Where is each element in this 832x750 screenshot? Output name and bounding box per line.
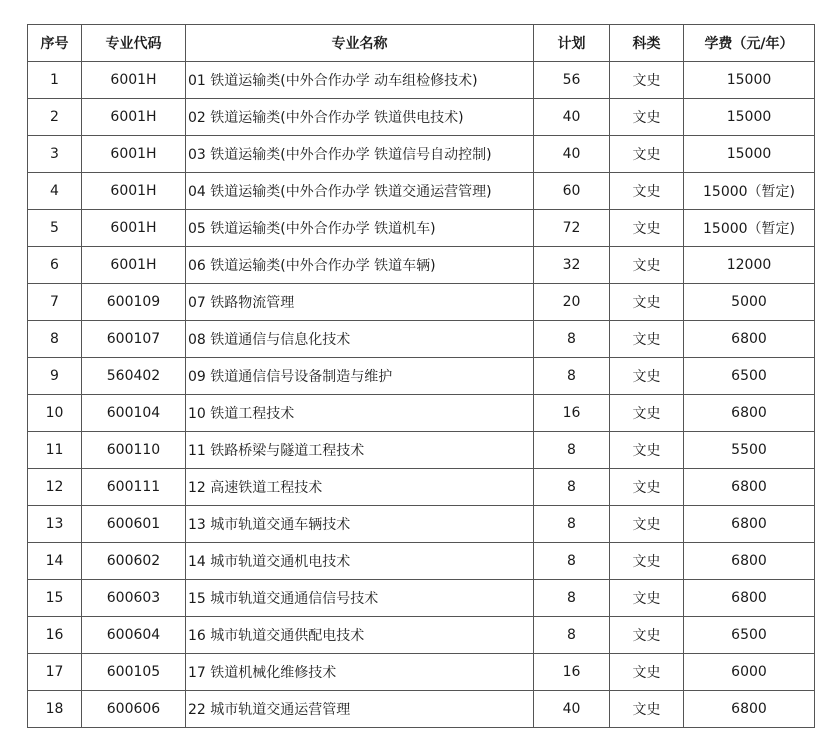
plan-count-cell: 40 [534,691,610,728]
major-name-cell: 09 铁道通信信号设备制造与维护 [186,358,534,395]
major-code-cell: 6001H [82,247,186,284]
tuition-cell: 6800 [684,580,815,617]
tuition-cell: 6800 [684,691,815,728]
serial-number-cell: 5 [28,210,82,247]
serial-number-cell: 15 [28,580,82,617]
tuition-cell: 5500 [684,432,815,469]
subject-category-cell: 文史 [610,395,684,432]
serial-number-cell: 9 [28,358,82,395]
tuition-cell: 15000 [684,99,815,136]
subject-category-cell: 文史 [610,136,684,173]
serial-number-cell: 7 [28,284,82,321]
major-code-cell: 600111 [82,469,186,506]
plan-count-cell: 20 [534,284,610,321]
major-code-cell: 600105 [82,654,186,691]
header-major-name: 专业名称 [186,25,534,62]
table-row [28,247,815,284]
subject-category-cell: 文史 [610,247,684,284]
major-code-cell: 6001H [82,210,186,247]
table-header [28,25,815,62]
serial-number-cell: 8 [28,321,82,358]
serial-number-cell: 13 [28,506,82,543]
major-name-cell: 02 铁道运输类(中外合作办学 铁道供电技术) [186,99,534,136]
major-code-cell: 600110 [82,432,186,469]
major-code-cell: 600601 [82,506,186,543]
major-name-cell: 04 铁道运输类(中外合作办学 铁道交通运营管理) [186,173,534,210]
table-row [28,543,815,580]
serial-number-cell: 11 [28,432,82,469]
major-name-cell: 11 铁路桥梁与隧道工程技术 [186,432,534,469]
subject-category-cell: 文史 [610,173,684,210]
major-code-cell: 600606 [82,691,186,728]
major-name-cell: 15 城市轨道交通通信信号技术 [186,580,534,617]
tuition-cell: 6800 [684,469,815,506]
table-row [28,136,815,173]
tuition-cell: 15000 [684,62,815,99]
plan-count-cell: 8 [534,580,610,617]
admission-plan-table-wrapper [27,24,815,728]
major-name-cell: 16 城市轨道交通供配电技术 [186,617,534,654]
tuition-cell: 6800 [684,395,815,432]
major-code-cell: 6001H [82,62,186,99]
serial-number-cell: 14 [28,543,82,580]
major-code-cell: 600109 [82,284,186,321]
subject-category-cell: 文史 [610,469,684,506]
major-name-cell: 13 城市轨道交通车辆技术 [186,506,534,543]
table-row [28,321,815,358]
plan-count-cell: 60 [534,173,610,210]
admission-plan-table [27,24,815,728]
tuition-cell: 6500 [684,358,815,395]
table-row [28,691,815,728]
plan-count-cell: 72 [534,210,610,247]
major-name-cell: 05 铁道运输类(中外合作办学 铁道机车) [186,210,534,247]
subject-category-cell: 文史 [610,580,684,617]
tuition-cell: 6800 [684,506,815,543]
major-name-cell: 08 铁道通信与信息化技术 [186,321,534,358]
header-subject-category: 科类 [610,25,684,62]
major-code-cell: 600104 [82,395,186,432]
table-row [28,358,815,395]
plan-count-cell: 56 [534,62,610,99]
subject-category-cell: 文史 [610,654,684,691]
plan-count-cell: 8 [534,617,610,654]
serial-number-cell: 12 [28,469,82,506]
table-row [28,580,815,617]
table-row [28,469,815,506]
major-name-cell: 06 铁道运输类(中外合作办学 铁道车辆) [186,247,534,284]
major-name-cell: 10 铁道工程技术 [186,395,534,432]
major-code-cell: 600602 [82,543,186,580]
plan-count-cell: 8 [534,469,610,506]
tuition-cell: 15000（暂定) [684,210,815,247]
subject-category-cell: 文史 [610,210,684,247]
plan-count-cell: 8 [534,358,610,395]
header-major-code: 专业代码 [82,25,186,62]
tuition-cell: 15000 [684,136,815,173]
subject-category-cell: 文史 [610,432,684,469]
serial-number-cell: 4 [28,173,82,210]
subject-category-cell: 文史 [610,617,684,654]
plan-count-cell: 16 [534,654,610,691]
serial-number-cell: 1 [28,62,82,99]
plan-count-cell: 8 [534,321,610,358]
subject-category-cell: 文史 [610,284,684,321]
subject-category-cell: 文史 [610,358,684,395]
major-code-cell: 560402 [82,358,186,395]
major-code-cell: 600107 [82,321,186,358]
table-row [28,210,815,247]
serial-number-cell: 2 [28,99,82,136]
plan-count-cell: 8 [534,432,610,469]
major-name-cell: 07 铁路物流管理 [186,284,534,321]
tuition-cell: 6800 [684,321,815,358]
table-row [28,654,815,691]
serial-number-cell: 10 [28,395,82,432]
plan-count-cell: 40 [534,99,610,136]
tuition-cell: 15000（暂定) [684,173,815,210]
major-name-cell: 14 城市轨道交通机电技术 [186,543,534,580]
table-row [28,432,815,469]
subject-category-cell: 文史 [610,321,684,358]
table-row [28,62,815,99]
header-tuition: 学费（元/年） [684,25,815,62]
tuition-cell: 6500 [684,617,815,654]
major-name-cell: 01 铁道运输类(中外合作办学 动车组检修技术) [186,62,534,99]
major-name-cell: 22 城市轨道交通运营管理 [186,691,534,728]
tuition-cell: 6000 [684,654,815,691]
serial-number-cell: 17 [28,654,82,691]
plan-count-cell: 32 [534,247,610,284]
tuition-cell: 5000 [684,284,815,321]
serial-number-cell: 16 [28,617,82,654]
serial-number-cell: 6 [28,247,82,284]
major-code-cell: 6001H [82,99,186,136]
plan-count-cell: 8 [534,506,610,543]
major-name-cell: 03 铁道运输类(中外合作办学 铁道信号自动控制) [186,136,534,173]
subject-category-cell: 文史 [610,99,684,136]
table-body [28,62,815,728]
plan-count-cell: 8 [534,543,610,580]
tuition-cell: 12000 [684,247,815,284]
major-code-cell: 6001H [82,173,186,210]
subject-category-cell: 文史 [610,506,684,543]
major-code-cell: 600604 [82,617,186,654]
major-name-cell: 17 铁道机械化维修技术 [186,654,534,691]
subject-category-cell: 文史 [610,691,684,728]
serial-number-cell: 18 [28,691,82,728]
subject-category-cell: 文史 [610,543,684,580]
header-row [28,25,815,62]
subject-category-cell: 文史 [610,62,684,99]
table-row [28,99,815,136]
table-row [28,284,815,321]
major-code-cell: 600603 [82,580,186,617]
table-row [28,617,815,654]
tuition-cell: 6800 [684,543,815,580]
major-code-cell: 6001H [82,136,186,173]
plan-count-cell: 16 [534,395,610,432]
table-row [28,395,815,432]
header-plan: 计划 [534,25,610,62]
serial-number-cell: 3 [28,136,82,173]
major-name-cell: 12 高速铁道工程技术 [186,469,534,506]
table-row [28,506,815,543]
header-serial-number: 序号 [28,25,82,62]
table-row [28,173,815,210]
plan-count-cell: 40 [534,136,610,173]
